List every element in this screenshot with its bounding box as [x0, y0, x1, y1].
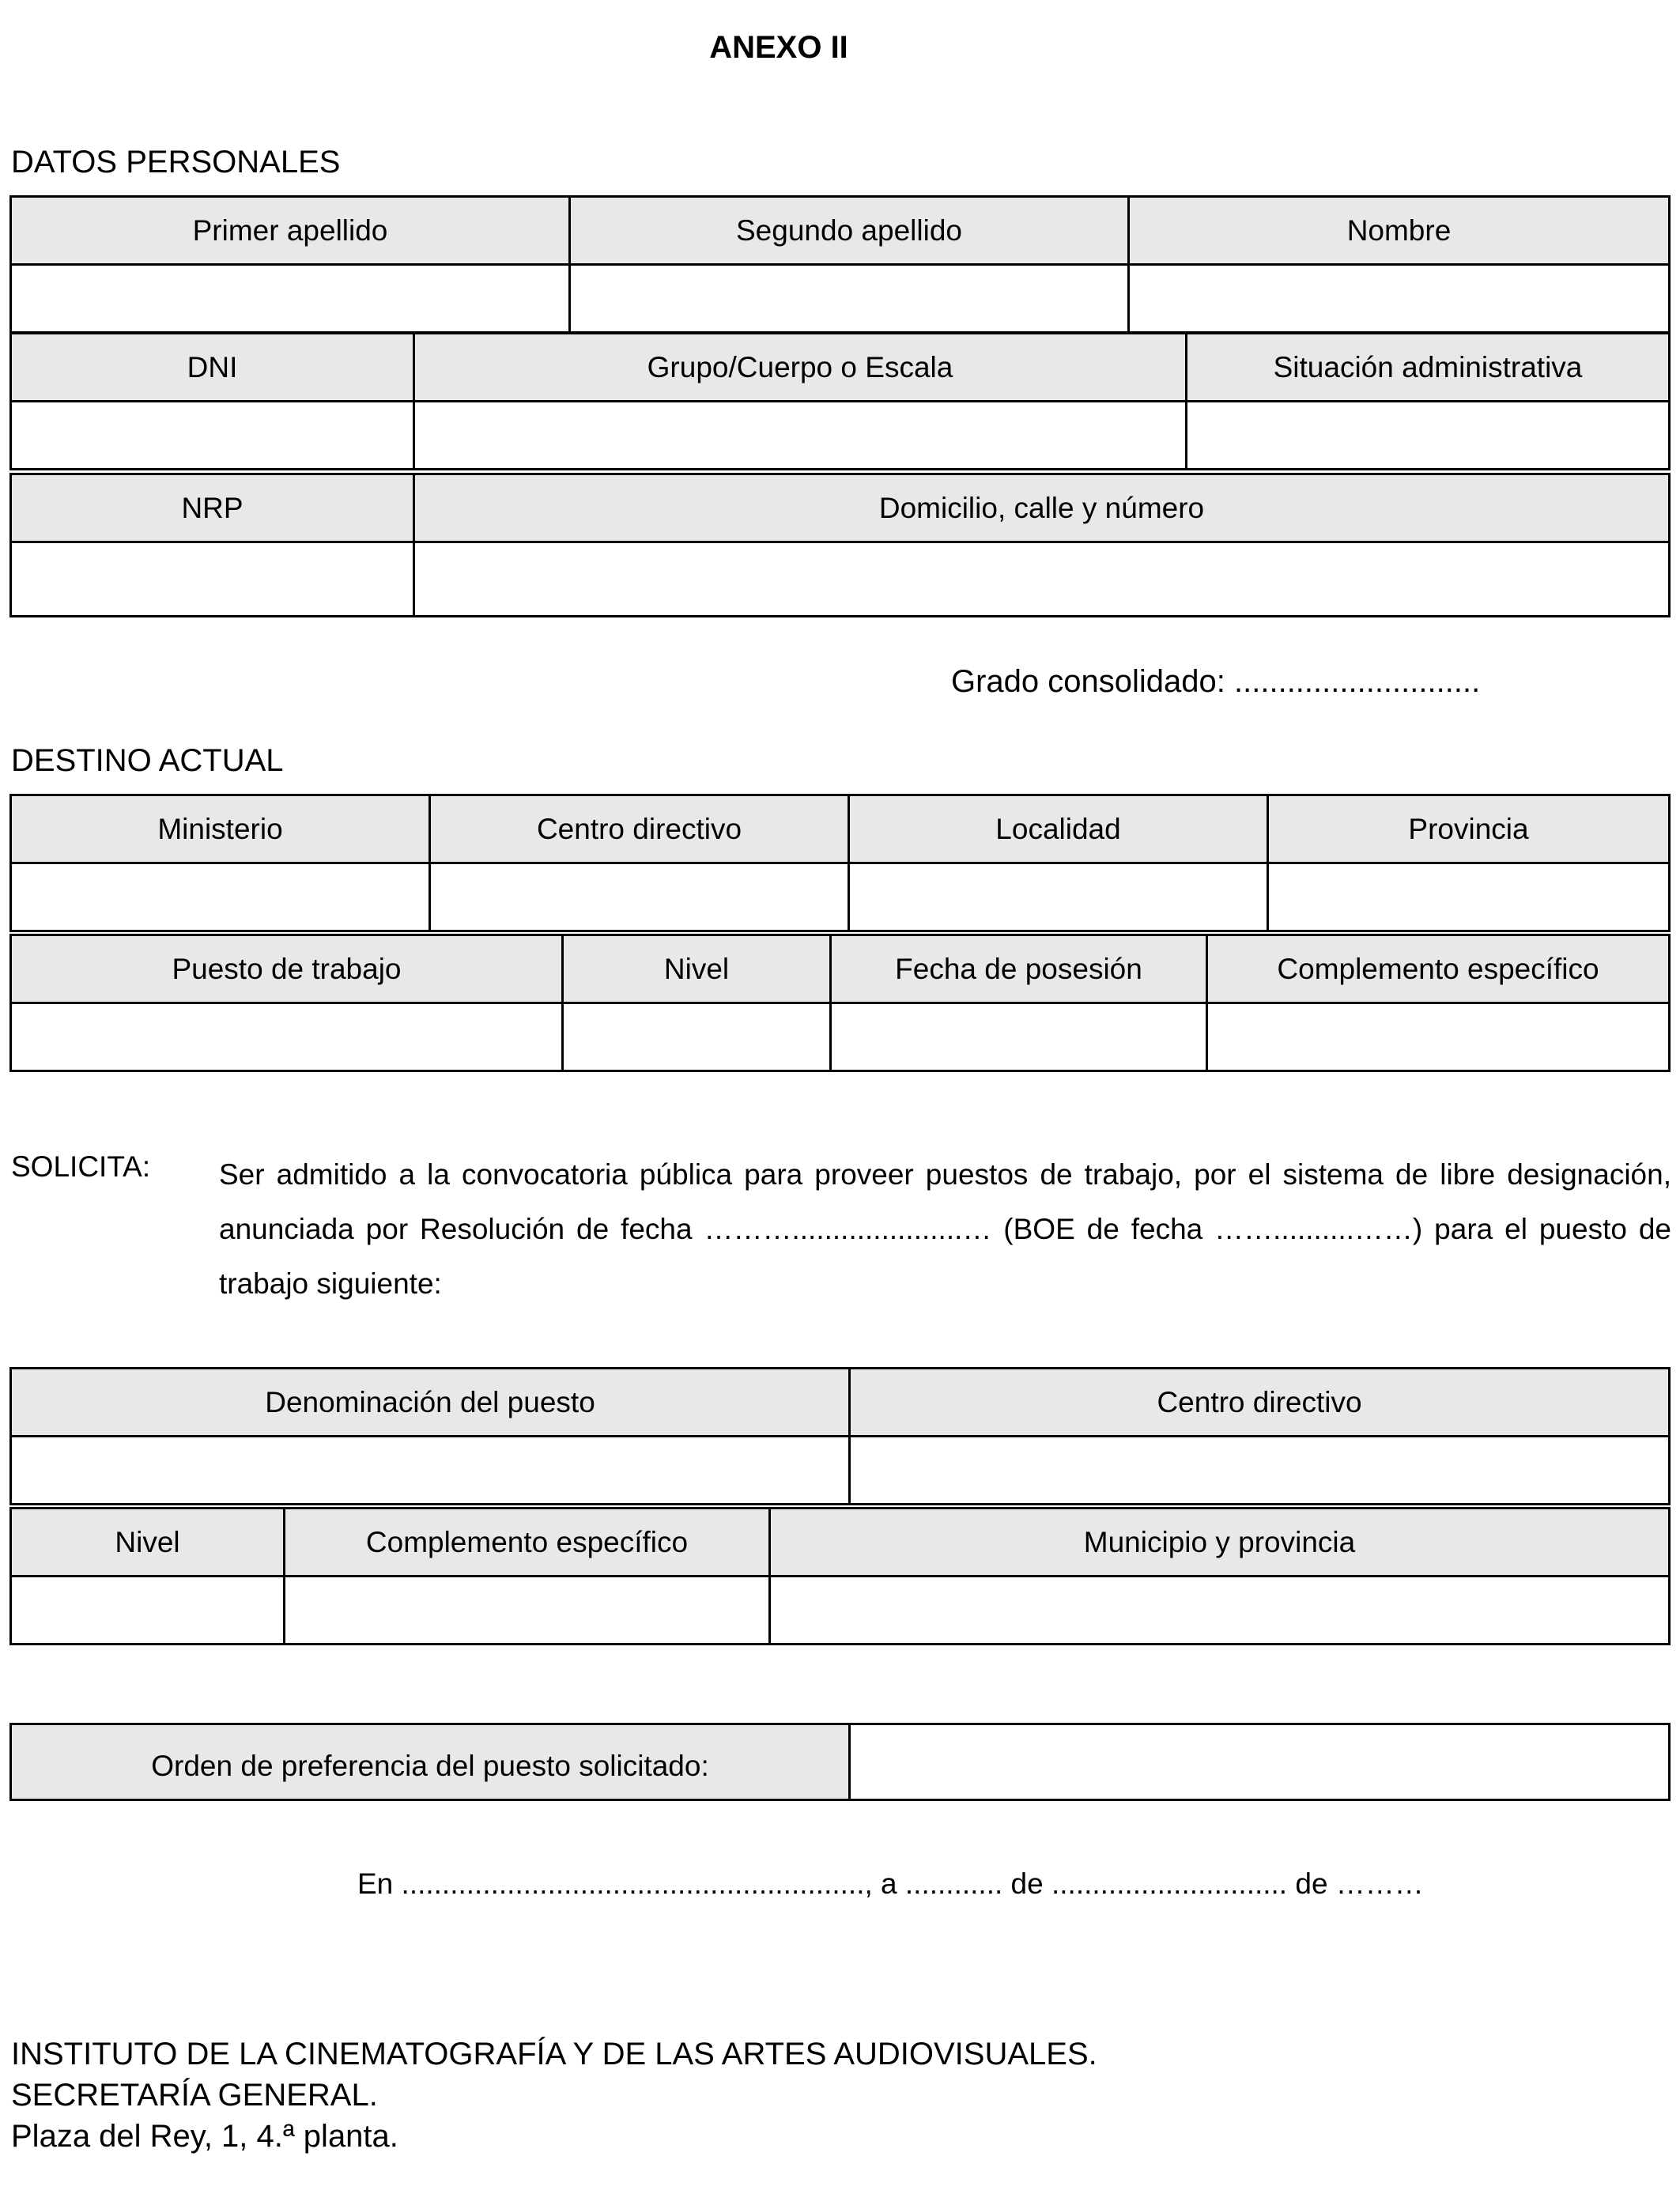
header-puesto-de-trabajo: Puesto de trabajo — [11, 935, 563, 1003]
orden-preferencia-label: Orden de preferencia del puesto solicitado: — [11, 1724, 850, 1800]
header-segundo-apellido: Segundo apellido — [570, 197, 1129, 265]
destino-table-location — [9, 794, 1671, 932]
header-ministerio: Ministerio — [11, 795, 430, 863]
field-orden-preferencia[interactable] — [850, 1724, 1670, 1800]
header-centro-directivo: Centro directivo — [430, 795, 849, 863]
personal-data-table-names — [9, 195, 1671, 334]
header-denominacion-del-puesto: Denominación del puesto — [11, 1369, 850, 1437]
field-ministerio[interactable] — [11, 863, 430, 931]
header-domicilio: Domicilio, calle y número — [414, 474, 1670, 542]
field-fecha-de-posesion[interactable] — [831, 1003, 1207, 1071]
field-nivel[interactable] — [563, 1003, 831, 1071]
field-provincia[interactable] — [1268, 863, 1670, 931]
solicita-text: Ser admitido a la convocatoria pública para proveer puestos de trabajo, por el sistema de libre designación, anunciada por Resolución de fecha ……….....................… (BOE de fecha ……..........……) para el puesto de trabajo siguiente: — [219, 1158, 1671, 1300]
solicita-label: SOLICITA: — [11, 1150, 151, 1183]
header-grupo-cuerpo-escala: Grupo/Cuerpo o Escala — [414, 334, 1187, 402]
field-grupo-cuerpo-escala[interactable] — [414, 402, 1187, 470]
header-fecha-de-posesion: Fecha de posesión — [831, 935, 1207, 1003]
puesto-table-denominacion — [9, 1367, 1671, 1505]
puesto-table-details — [9, 1507, 1671, 1645]
header-municipio-y-provincia: Municipio y provincia — [770, 1509, 1670, 1577]
header-situacion-administrativa: Situación administrativa — [1187, 334, 1670, 402]
field-denominacion-del-puesto[interactable] — [11, 1437, 850, 1505]
footer-line-plaza: Plaza del Rey, 1, 4.ª planta. — [11, 2119, 398, 2154]
header-nivel: Nivel — [563, 935, 831, 1003]
lugar-fecha-line: En ........................................................., a ............ de ............................. de ……… — [357, 1867, 1424, 1900]
field-puesto-centro-directivo[interactable] — [850, 1437, 1670, 1505]
field-centro-directivo[interactable] — [430, 863, 849, 931]
section-heading-destino-actual: DESTINO ACTUAL — [11, 743, 284, 778]
orden-preferencia-table — [9, 1723, 1671, 1801]
header-complemento-especifico: Complemento específico — [1207, 935, 1670, 1003]
header-puesto-nivel: Nivel — [11, 1509, 285, 1577]
destino-table-position — [9, 934, 1671, 1072]
footer-address — [11, 2034, 1097, 2157]
field-puesto-de-trabajo[interactable] — [11, 1003, 563, 1071]
field-dni[interactable] — [11, 402, 414, 470]
header-primer-apellido: Primer apellido — [11, 197, 570, 265]
section-heading-datos-personales: DATOS PERSONALES — [11, 145, 341, 179]
header-dni: DNI — [11, 334, 414, 402]
header-localidad: Localidad — [849, 795, 1268, 863]
header-provincia: Provincia — [1268, 795, 1670, 863]
field-puesto-complemento-especifico[interactable] — [285, 1577, 770, 1645]
header-puesto-complemento-especifico: Complemento específico — [285, 1509, 770, 1577]
field-nrp[interactable] — [11, 542, 414, 617]
footer-line-institute: INSTITUTO DE LA CINEMATOGRAFÍA Y DE LAS ARTES AUDIOVISUALES. — [11, 2037, 1097, 2071]
field-domicilio[interactable] — [414, 542, 1670, 617]
header-nrp: NRP — [11, 474, 414, 542]
field-puesto-nivel[interactable] — [11, 1577, 285, 1645]
header-puesto-centro-directivo: Centro directivo — [850, 1369, 1670, 1437]
footer-line-secretaria: SECRETARÍA GENERAL. — [11, 2078, 378, 2113]
field-situacion-administrativa[interactable] — [1187, 402, 1670, 470]
grado-consolidado: Grado consolidado: ............................ — [951, 664, 1481, 699]
field-complemento-especifico[interactable] — [1207, 1003, 1670, 1071]
personal-data-table-address — [9, 473, 1671, 617]
header-nombre: Nombre — [1129, 197, 1670, 265]
field-nombre[interactable] — [1129, 265, 1670, 333]
page-title: ANEXO II — [709, 30, 848, 65]
personal-data-table-ids — [9, 332, 1671, 470]
field-municipio-y-provincia[interactable] — [770, 1577, 1670, 1645]
field-localidad[interactable] — [849, 863, 1268, 931]
field-segundo-apellido[interactable] — [570, 265, 1129, 333]
field-primer-apellido[interactable] — [11, 265, 570, 333]
